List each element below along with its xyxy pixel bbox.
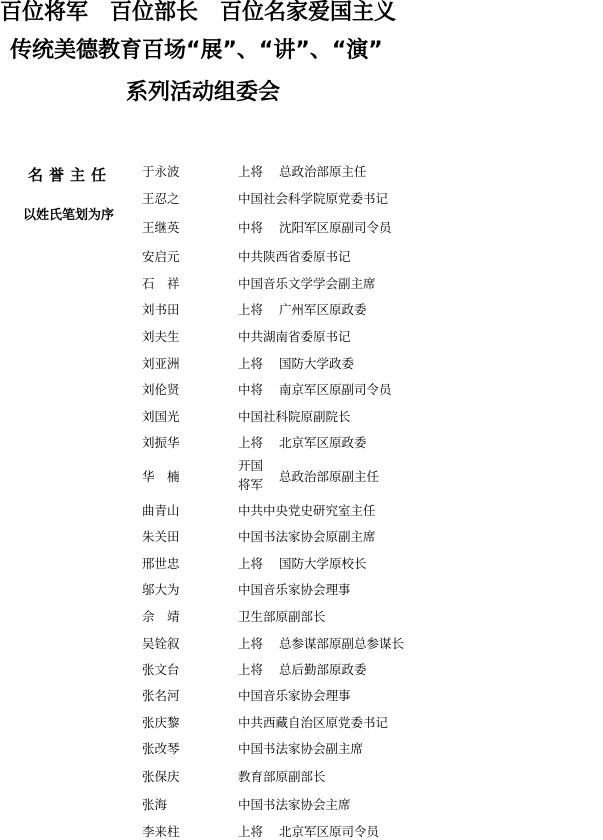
member-name: 王忍之: [142, 191, 180, 206]
member-position: 国防大学政委: [279, 356, 355, 371]
member-position: 卫生部原副部长: [238, 609, 326, 624]
member-name: 朱关田: [142, 529, 180, 544]
member-position: 中共陕西省委原书记: [238, 249, 351, 264]
member-position: 总政治部原主任: [279, 164, 367, 179]
member-name: 刘夫生: [142, 329, 180, 344]
member-name: 邢世忠: [142, 556, 180, 571]
title-line-2: 传统美德教育百场“展”、“讲”、“演”: [10, 38, 383, 63]
honorary-chair-label: 名誉主任: [28, 166, 113, 184]
member-name: 张改琴: [142, 741, 180, 756]
member-name: 刘伦贤: [142, 382, 180, 397]
member-rank: 中将: [238, 382, 264, 397]
member-position: 北京军区原政委: [279, 435, 367, 450]
member-name: 刘亚洲: [142, 356, 180, 371]
member-name: 于永波: [142, 164, 180, 179]
member-name: 张保庆: [142, 769, 180, 784]
member-position: 中国音乐家协会理事: [238, 582, 351, 597]
member-name: 王继英: [142, 220, 180, 235]
member-rank: 上将: [238, 435, 264, 450]
member-position: 中共中央党史研究室主任: [238, 503, 376, 518]
member-position: 中国书法家协会原副主席: [238, 529, 376, 544]
member-name: 曲青山: [142, 503, 180, 518]
member-position: 中共西藏自治区原党委书记: [238, 715, 389, 730]
member-rank: 上将: [238, 356, 264, 371]
member-position: 中国社会科学院原党委书记: [238, 191, 389, 206]
title-line-1: 百位将军 百位部长 百位名家爱国主义: [0, 0, 397, 25]
member-rank: 上将: [238, 556, 264, 571]
member-rank: 上将: [238, 164, 264, 179]
member-position: 中共湖南省委原书记: [238, 329, 351, 344]
order-note: 以姓氏笔划为序: [23, 208, 115, 223]
member-name: 邬大为: [142, 582, 180, 597]
member-position: 中国音乐家协会理事: [238, 688, 351, 703]
member-name: 石 祥: [142, 276, 180, 291]
member-position: 南京军区原副司令员: [279, 382, 392, 397]
member-position: 广州军区原政委: [279, 302, 367, 317]
member-name: 张庆黎: [142, 715, 180, 730]
member-rank: 上将: [238, 302, 264, 317]
member-position: 中国书法家协会副主席: [238, 741, 364, 756]
member-rank: 上将: [238, 662, 264, 677]
member-rank: 上将: [238, 824, 264, 839]
member-name: 佘 靖: [142, 609, 180, 624]
member-name: 吴铨叙: [142, 636, 180, 651]
member-position: 中国社科院原副院长: [238, 409, 351, 424]
member-position: 国防大学原校长: [279, 556, 367, 571]
member-position: 总参谋部原副总参谋长: [279, 636, 405, 651]
member-name: 张名河: [142, 688, 180, 703]
member-name: 刘书田: [142, 302, 180, 317]
member-rank: 上将: [238, 636, 264, 651]
member-position: 总后勤部原政委: [279, 662, 367, 677]
member-name: 刘振华: [142, 435, 180, 450]
member-position: 中国书法家协会主席: [238, 797, 351, 812]
member-name: 安启元: [142, 249, 180, 264]
member-name: 张海: [142, 797, 168, 812]
member-rank: 开国将军: [238, 458, 264, 492]
member-rank: 中将: [238, 220, 264, 235]
member-name: 张文台: [142, 662, 180, 677]
member-position: 教育部原副部长: [238, 769, 326, 784]
member-name: 华 楠: [142, 469, 180, 484]
member-position: 中国音乐文学学会副主席: [238, 276, 376, 291]
member-position: 沈阳军区原副司令员: [279, 220, 392, 235]
member-position: 北京军区原司令员: [279, 824, 380, 839]
member-name: 刘国光: [142, 409, 180, 424]
member-position: 总政治部原副主任: [279, 469, 380, 484]
member-name: 李来柱: [142, 824, 180, 839]
title-line-3: 系列活动组委会: [126, 80, 281, 105]
